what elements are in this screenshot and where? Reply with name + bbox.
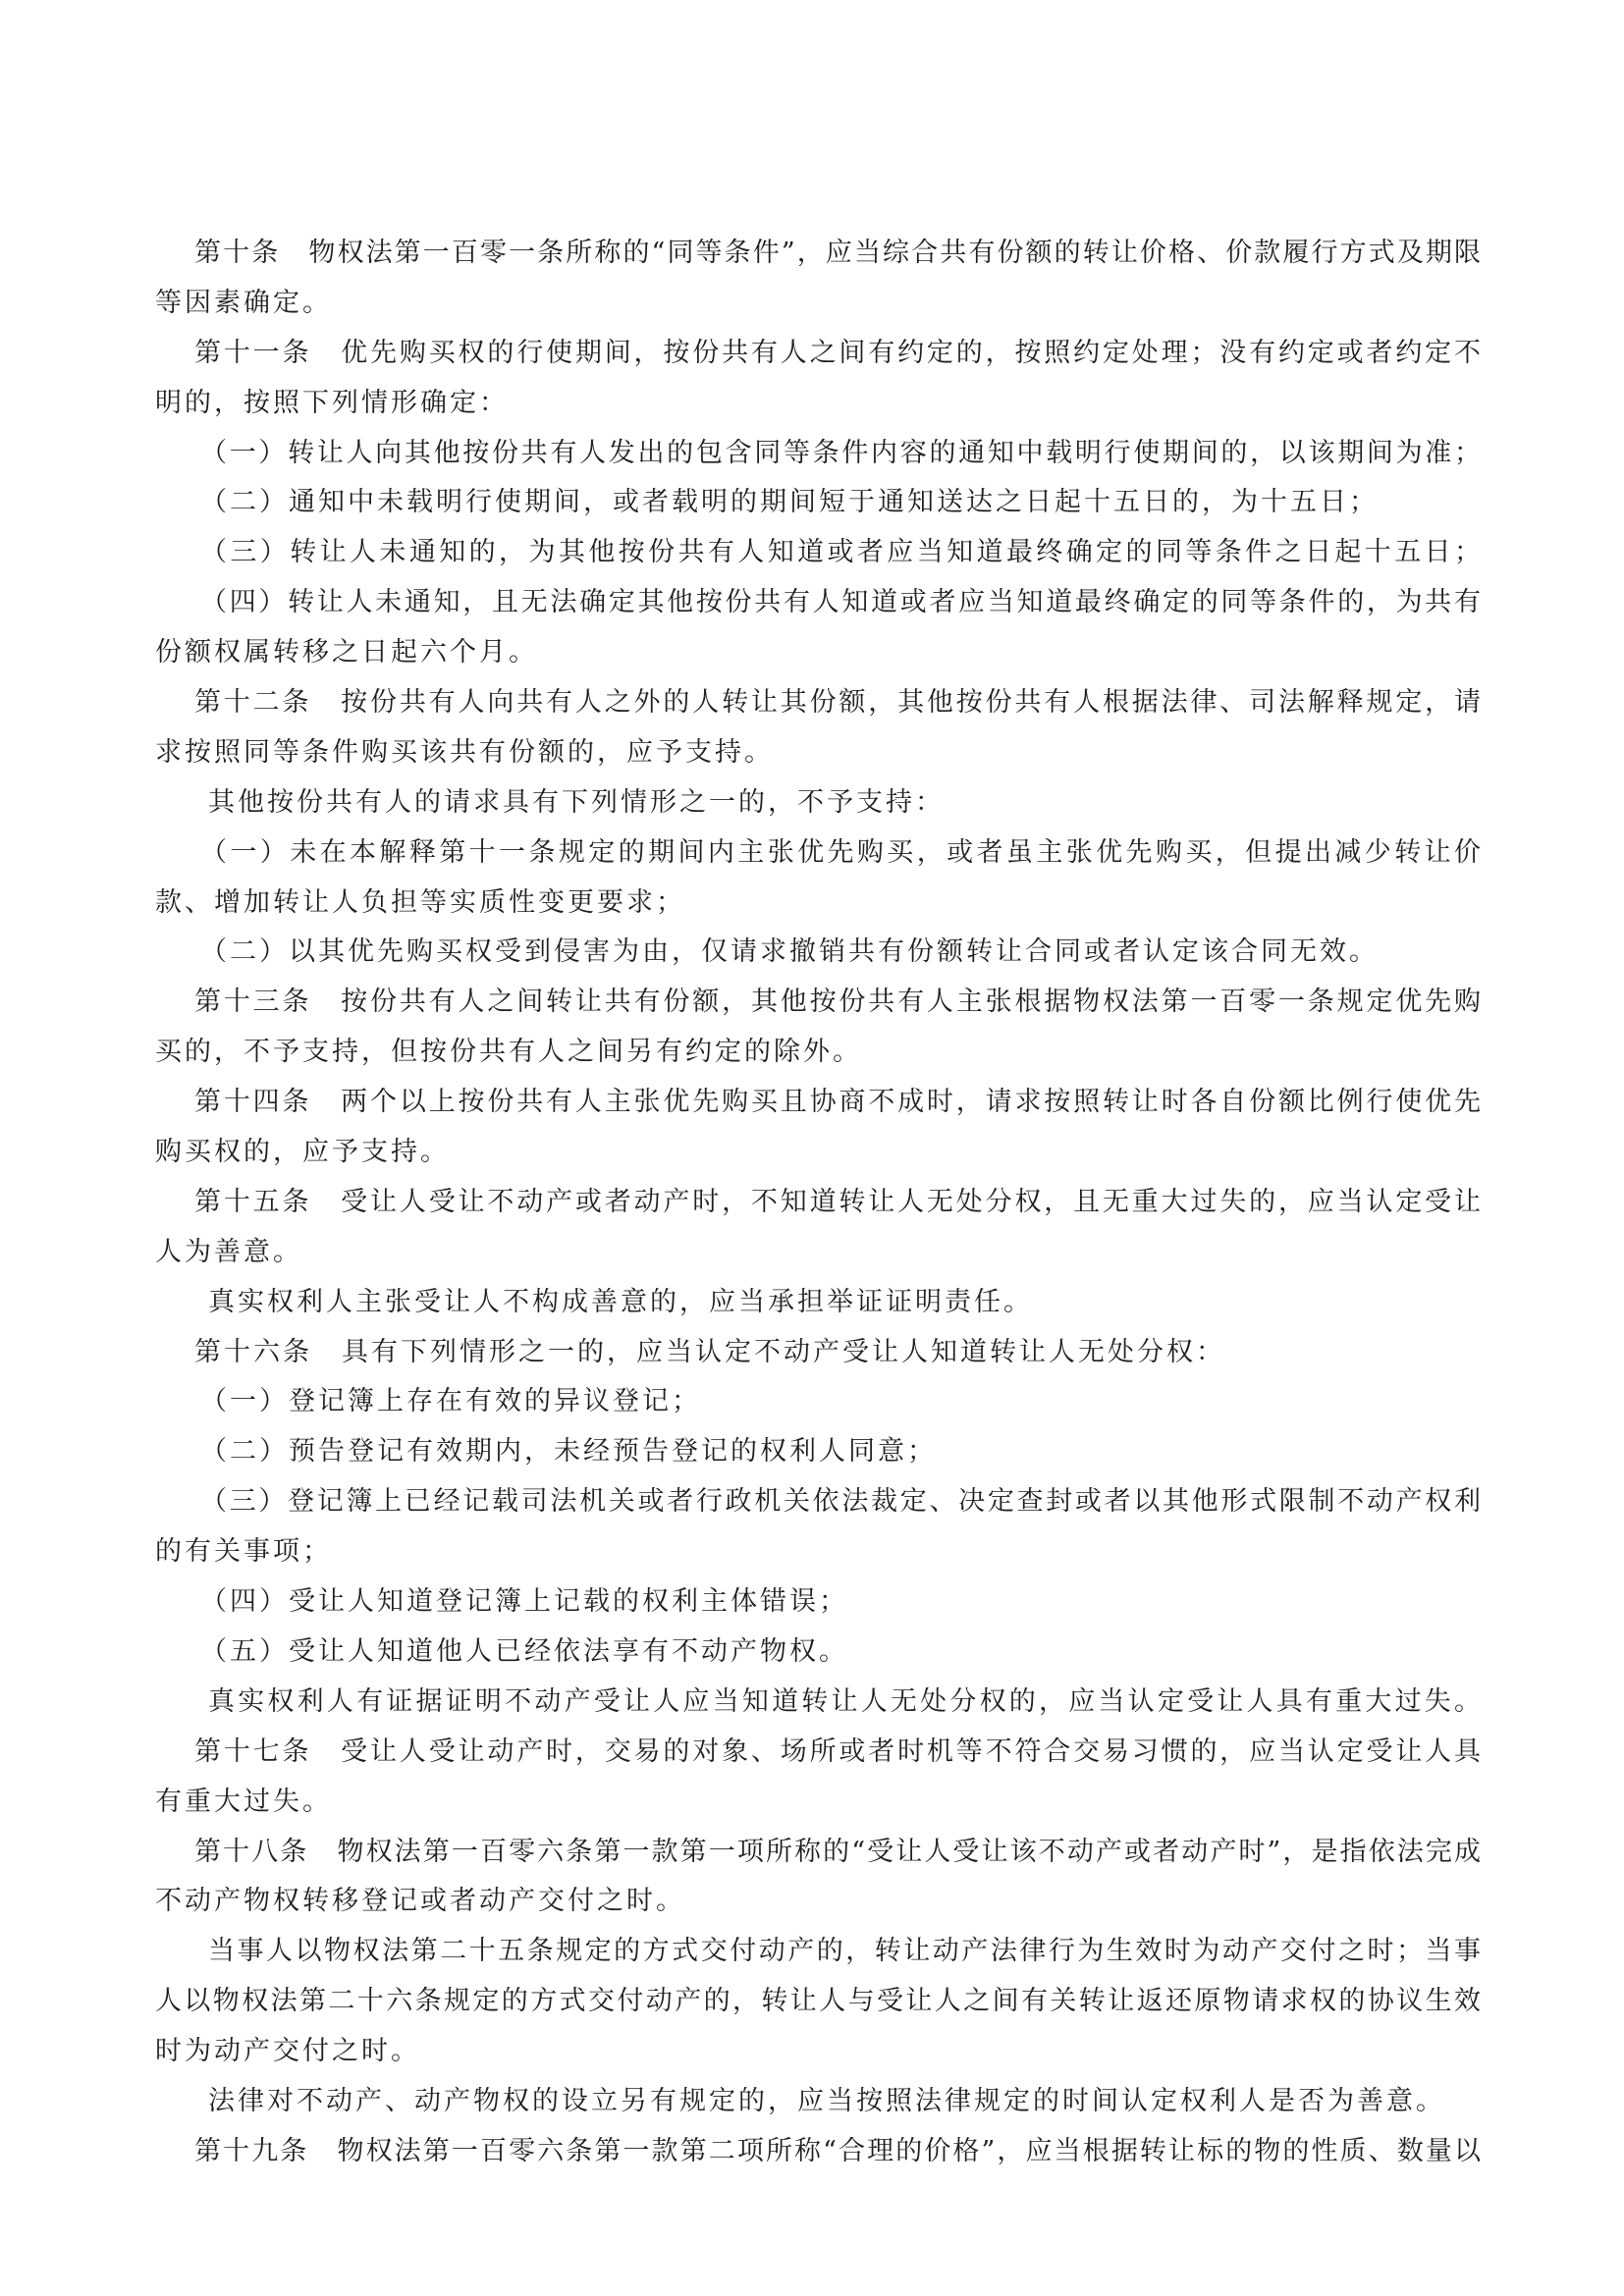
article-11 <box>155 329 1481 429</box>
text-line: 有重大过失。 <box>155 1786 332 1817</box>
text-line: 第十二条 按份共有人向共有人之外的人转让其份额，其他按份共有人根据法律、司法解释规定，请 <box>194 687 1481 719</box>
text-line: 第十四条 两个以上按份共有人主张优先购买且协商不成时，请求按照转让时各自份额比例行使优先 <box>194 1087 1481 1118</box>
text-line: 人以物权法第二十六条规定的方式交付动产的，转让人与受让人之间有关转让返还原物请求权的协议生效 <box>155 1986 1481 2017</box>
text-line: 第十一条 优先购买权的行使期间，按份共有人之间有约定的，按照约定处理；没有约定或者约定不 <box>194 337 1481 368</box>
text-line: 款、增加转让人负担等实质性变更要求； <box>155 886 685 918</box>
text-line: 份额权属转移之日起六个月。 <box>155 637 538 668</box>
clause-item <box>155 1477 1481 1577</box>
article-18 <box>155 1828 1481 1928</box>
article-13 <box>155 978 1481 1078</box>
text-line: （二）以其优先购买权受到侵害为由，仅请求撤销共有份额转让合同或者认定该合同无效。 <box>200 936 1379 968</box>
body-paragraph <box>155 1678 1481 1728</box>
clause-item <box>155 478 1481 528</box>
text-line: 买的，不予支持，但按份共有人之间另有约定的除外。 <box>155 1037 862 1068</box>
text-line: 第十九条 物权法第一百零六条第一款第二项所称“合理的价格”，应当根据转让标的物的性质、数量以 <box>194 2135 1481 2166</box>
text-line: （五）受让人知道他人已经依法享有不动产物权。 <box>200 1635 848 1667</box>
article-12 <box>155 678 1481 778</box>
text-line: 第十五条 受让人受让不动产或者动产时，不知道转让人无处分权，且无重大过失的，应当认定受让 <box>194 1186 1481 1217</box>
text-line: （三）登记簿上已经记载司法机关或者行政机关依法裁定、决定查封或者以其他形式限制不动产权利 <box>200 1486 1481 1518</box>
article-17 <box>155 1728 1481 1828</box>
text-line: （一）未在本解释第十一条规定的期间内主张优先购买，或者虽主张优先购买，但提出减少转让价 <box>200 836 1481 868</box>
text-line: 等因素确定。 <box>155 287 332 318</box>
text-line: 求按照同等条件购买该共有份额的，应予支持。 <box>155 736 774 768</box>
body-paragraph <box>155 2077 1481 2127</box>
clause-item <box>155 828 1481 929</box>
article-14 <box>155 1078 1481 1178</box>
text-line: 法律对不动产、动产物权的设立另有规定的，应当按照法律规定的时间认定权利人是否为善意。 <box>208 2085 1445 2116</box>
text-line: （一）转让人向其他按份共有人发出的包含同等条件内容的通知中载明行使期间的，以该期间为准； <box>200 437 1481 468</box>
text-line: （四）受让人知道登记簿上记载的权利主体错误； <box>200 1586 848 1618</box>
text-line: 不动产物权转移登记或者动产交付之时。 <box>155 1886 685 1917</box>
clause-item <box>155 578 1481 678</box>
text-line: 的有关事项； <box>155 1536 332 1568</box>
text-line: 第十八条 物权法第一百零六条第一款第一项所称的“受让人受让该不动产或者动产时”，是指依法完成 <box>194 1836 1481 1867</box>
text-line: （二）预告登记有效期内，未经预告登记的权利人同意； <box>200 1436 937 1468</box>
article-19 <box>155 2127 1481 2177</box>
text-line: 明的，按照下列情形确定： <box>155 387 509 418</box>
text-line: 时为动产交付之时。 <box>155 2036 420 2067</box>
text-line: （二）通知中未载明行使期间，或者载明的期间短于通知送达之日起十五日的，为十五日； <box>200 487 1379 518</box>
text-line: 第十三条 按份共有人之间转让共有份额，其他按份共有人主张根据物权法第一百零一条规定优先购 <box>194 987 1481 1018</box>
text-line: 真实权利人主张受让人不构成善意的，应当承担举证证明责任。 <box>208 1286 1033 1317</box>
clause-item <box>155 928 1481 978</box>
text-line: 购买权的，应予支持。 <box>155 1137 450 1168</box>
text-line: 第十七条 受让人受让动产时，交易的对象、场所或者时机等不符合交易习惯的，应当认定受让人具 <box>194 1735 1481 1767</box>
clause-item <box>155 528 1481 578</box>
document-body <box>155 229 1481 2177</box>
text-line: （三）转让人未通知的，为其他按份共有人知道或者应当知道最终确定的同等条件之日起十五日； <box>200 537 1481 568</box>
clause-item <box>155 1377 1481 1427</box>
text-line: 第十条 物权法第一百零一条所称的“同等条件”，应当综合共有份额的转让价格、价款履行方式及期限 <box>194 238 1481 268</box>
clause-item <box>155 1427 1481 1477</box>
text-line: 人为善意。 <box>155 1236 302 1267</box>
text-line: （四）转让人未通知，且无法确定其他按份共有人知道或者应当知道最终确定的同等条件的，为共有 <box>200 587 1481 618</box>
body-paragraph <box>155 1927 1481 2077</box>
clause-item <box>155 429 1481 479</box>
body-paragraph <box>155 1278 1481 1328</box>
text-line: 其他按份共有人的请求具有下列情形之一的，不予支持： <box>208 786 945 818</box>
article-16 <box>155 1328 1481 1378</box>
clause-item <box>155 1628 1481 1678</box>
text-line: 真实权利人有证据证明不动产受让人应当知道转让人无处分权的，应当认定受让人具有重大过失。 <box>208 1685 1481 1717</box>
clause-item <box>155 1577 1481 1628</box>
body-paragraph <box>155 778 1481 828</box>
article-10 <box>155 229 1481 329</box>
text-line: 第十六条 具有下列情形之一的，应当认定不动产受让人知道转让人无处分权： <box>194 1336 1225 1367</box>
article-15 <box>155 1178 1481 1278</box>
text-line: （一）登记簿上存在有效的异议登记； <box>200 1386 701 1417</box>
text-line: 当事人以物权法第二十五条规定的方式交付动产的，转让动产法律行为生效时为动产交付之时；当事 <box>208 1936 1481 1967</box>
